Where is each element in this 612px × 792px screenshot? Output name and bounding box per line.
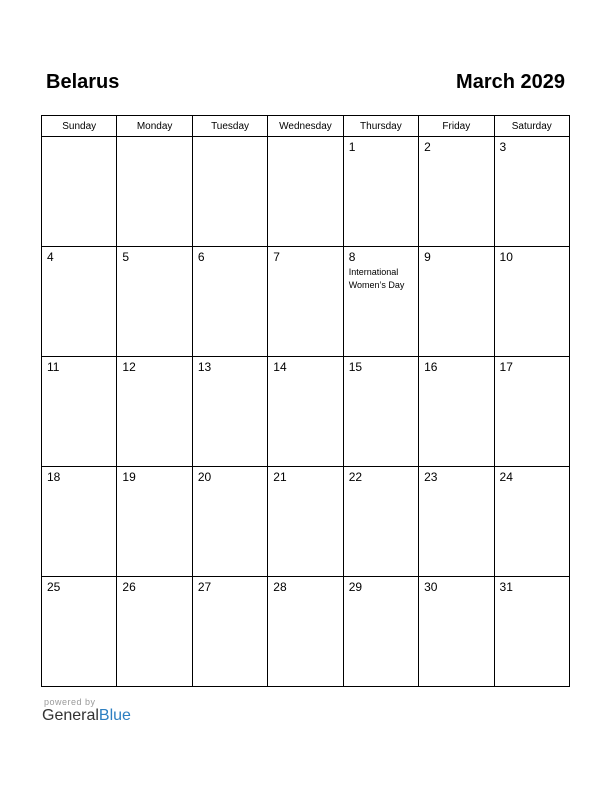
day-number: 18	[47, 470, 61, 484]
day-number: 13	[197, 360, 212, 374]
weekday-header: Friday	[419, 116, 494, 137]
day-number	[193, 137, 267, 140]
month-year-title: March 2029	[456, 71, 565, 93]
day-number: 1	[348, 140, 356, 154]
weekday-header: Sunday	[42, 116, 117, 137]
day-number: 3	[499, 140, 507, 154]
day-number: 23	[424, 470, 438, 484]
day-cell	[42, 247, 117, 357]
day-cell	[42, 577, 117, 687]
day-cell	[494, 577, 569, 687]
day-number: 21	[273, 470, 287, 484]
weekday-header: Thursday	[343, 116, 418, 137]
holiday-label: International Women’s Day	[348, 267, 405, 290]
day-cell	[117, 357, 192, 467]
day-cell	[117, 577, 192, 687]
day-cell	[419, 247, 494, 357]
day-number: 4	[47, 250, 54, 264]
day-number: 16	[424, 360, 438, 374]
day-cell	[343, 577, 418, 687]
day-cell	[42, 467, 117, 577]
day-cell	[494, 247, 569, 357]
day-cell	[192, 467, 267, 577]
day-cell	[419, 467, 494, 577]
day-number: 14	[273, 360, 287, 374]
day-cell	[268, 577, 343, 687]
day-cell	[343, 247, 418, 357]
day-cell	[42, 357, 117, 467]
day-cell	[494, 467, 569, 577]
day-number	[117, 137, 191, 140]
day-number: 30	[424, 580, 438, 594]
day-cell	[117, 467, 192, 577]
week-row	[42, 357, 570, 467]
day-cell	[268, 137, 343, 247]
powered-by-text: powered by	[44, 697, 96, 707]
day-number: 25	[47, 580, 61, 594]
day-number: 28	[273, 580, 287, 594]
day-cell	[494, 137, 569, 247]
day-cell	[192, 137, 267, 247]
day-number: 15	[348, 360, 363, 374]
day-cell	[419, 137, 494, 247]
brand-general-text: General	[42, 707, 99, 724]
footer-branding	[42, 697, 131, 725]
week-row	[42, 467, 570, 577]
country-title: Belarus	[46, 71, 120, 93]
day-cell	[419, 357, 494, 467]
day-number: 9	[424, 250, 431, 264]
day-number	[268, 137, 342, 140]
day-number: 8	[348, 250, 356, 264]
calendar-grid	[41, 115, 570, 687]
day-cell	[419, 577, 494, 687]
day-cell	[343, 467, 418, 577]
day-cell	[343, 137, 418, 247]
day-number: 7	[273, 250, 280, 264]
weekday-header: Monday	[117, 116, 192, 137]
brand-logo[interactable]	[42, 707, 131, 725]
weekday-header-row	[42, 116, 570, 137]
day-number: 10	[499, 250, 513, 264]
day-cell	[268, 467, 343, 577]
weekday-header: Saturday	[494, 116, 569, 137]
day-number: 27	[197, 580, 212, 594]
day-number: 22	[348, 470, 363, 484]
day-cell	[117, 137, 192, 247]
week-row	[42, 247, 570, 357]
day-cell	[192, 247, 267, 357]
day-cell	[343, 357, 418, 467]
brand-blue-text: Blue	[98, 707, 131, 724]
day-number: 12	[122, 360, 136, 374]
day-cell	[268, 247, 343, 357]
day-cell	[42, 137, 117, 247]
day-number: 11	[47, 360, 60, 374]
day-number: 24	[499, 470, 513, 484]
day-number	[42, 137, 116, 140]
day-number: 2	[424, 140, 431, 154]
day-number: 26	[122, 580, 136, 594]
weekday-header: Wednesday	[268, 116, 343, 137]
weekday-header: Tuesday	[192, 116, 267, 137]
day-number: 17	[499, 360, 513, 374]
day-number: 5	[122, 250, 130, 264]
day-cell	[494, 357, 569, 467]
day-number: 20	[197, 470, 212, 484]
day-cell	[192, 577, 267, 687]
day-cell	[192, 357, 267, 467]
week-row	[42, 137, 570, 247]
day-cell	[117, 247, 192, 357]
week-row	[42, 577, 570, 687]
day-number: 6	[197, 250, 205, 264]
day-number: 29	[348, 580, 363, 594]
day-cell	[268, 357, 343, 467]
day-number: 19	[122, 470, 136, 484]
day-number: 31	[499, 580, 513, 594]
